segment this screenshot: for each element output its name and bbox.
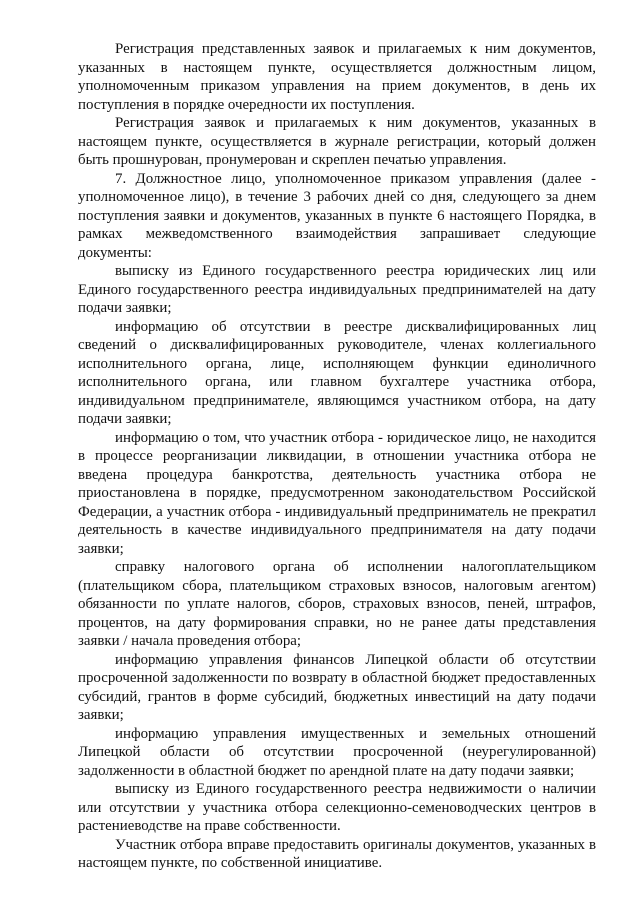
paragraph-registration-journal: Регистрация заявок и прилагаемых к ним документов, указанных в настоящем пункте, осуществляется в журнале регистрации, который должен быть прошнурован, пронумерован и скреплен печатью управления. xyxy=(78,115,596,168)
list-item-reorganization: информацию о том, что участник отбора - юридическое лицо, не находится в процессе реорганизации ликвидации, в отношении участника отбора не введена процедура банкротства, деятельность участника отбора не приостановлена в порядке, предусмотренном законодательством Российской Федерации, а участник отбора - индивидуальный предприниматель не прекратил деятельность в качестве индивидуального предпринимателя на дату подачи заявки; xyxy=(78,429,596,557)
list-item-tax-certificate: справку налогового органа об исполнении налогоплательщиком (плательщиком сбора, плательщиком страховых взносов, налоговым агентом) обязанности по уплате налогов, сборов, страховых взносов, пеней, штрафов, процентов, на дату формирования справки, но не ранее даты представления заявки / начала проведения отбора; xyxy=(78,559,596,649)
list-item-disqualified-persons: информацию об отсутствии в реестре дисквалифицированных лиц сведений о дисквалифицированных руководителе, членах коллегиального исполнительного органа, лице, исполняющем функции единоличного исполнительного органа, или главном бухгалтере участника отбора, индивидуальном предпринимателе, являющимся участником отбора, на дату подачи заявки; xyxy=(78,318,596,427)
paragraph-item-7: 7. Должностное лицо, уполномоченное приказом управления (далее - уполномоченное лицо), в течение 3 рабочих дней со дня, следующего за днем поступления заявки и документов, указанных в пункте 6 настоящего Порядка, в рамках межведомственного взаимодействия запрашивает следующие документы: xyxy=(78,170,596,261)
paragraph-registration: Регистрация представленных заявок и прилагаемых к ним документов, указанных в настоящем пункте, осуществляется должностным лицом, уполномоченным приказом управления на прием документов, в день их поступления в порядке очередности их поступления. xyxy=(78,41,596,113)
list-item-egrul-extract: выписку из Единого государственного реестра юридических лиц или Единого государственного реестра индивидуальных предпринимателей на дату подачи заявки; xyxy=(78,263,596,316)
list-item-real-estate-extract: выписку из Единого государственного реестра недвижимости о наличии или отсутствии у участника отбора селекционно-семеноводческих центров в растениеводстве на праве собственности. xyxy=(78,781,596,834)
document-page xyxy=(78,40,596,873)
list-item-finance-debt: информацию управления финансов Липецкой области об отсутствии просроченной задолженности по возврату в областной бюджет предоставленных субсидий, грантов в форме субсидий, бюджетных инвестиций на дату подачи заявки; xyxy=(78,651,596,723)
paragraph-originals: Участник отбора вправе предоставить оригиналы документов, указанных в настоящем пункте, по собственной инициативе. xyxy=(78,836,596,871)
list-item-property-debt: информацию управления имущественных и земельных отношений Липецкой области об отсутствии просроченной (неурегулированной) задолженности в областной бюджет по арендной плате на дату подачи заявки; xyxy=(78,725,596,779)
